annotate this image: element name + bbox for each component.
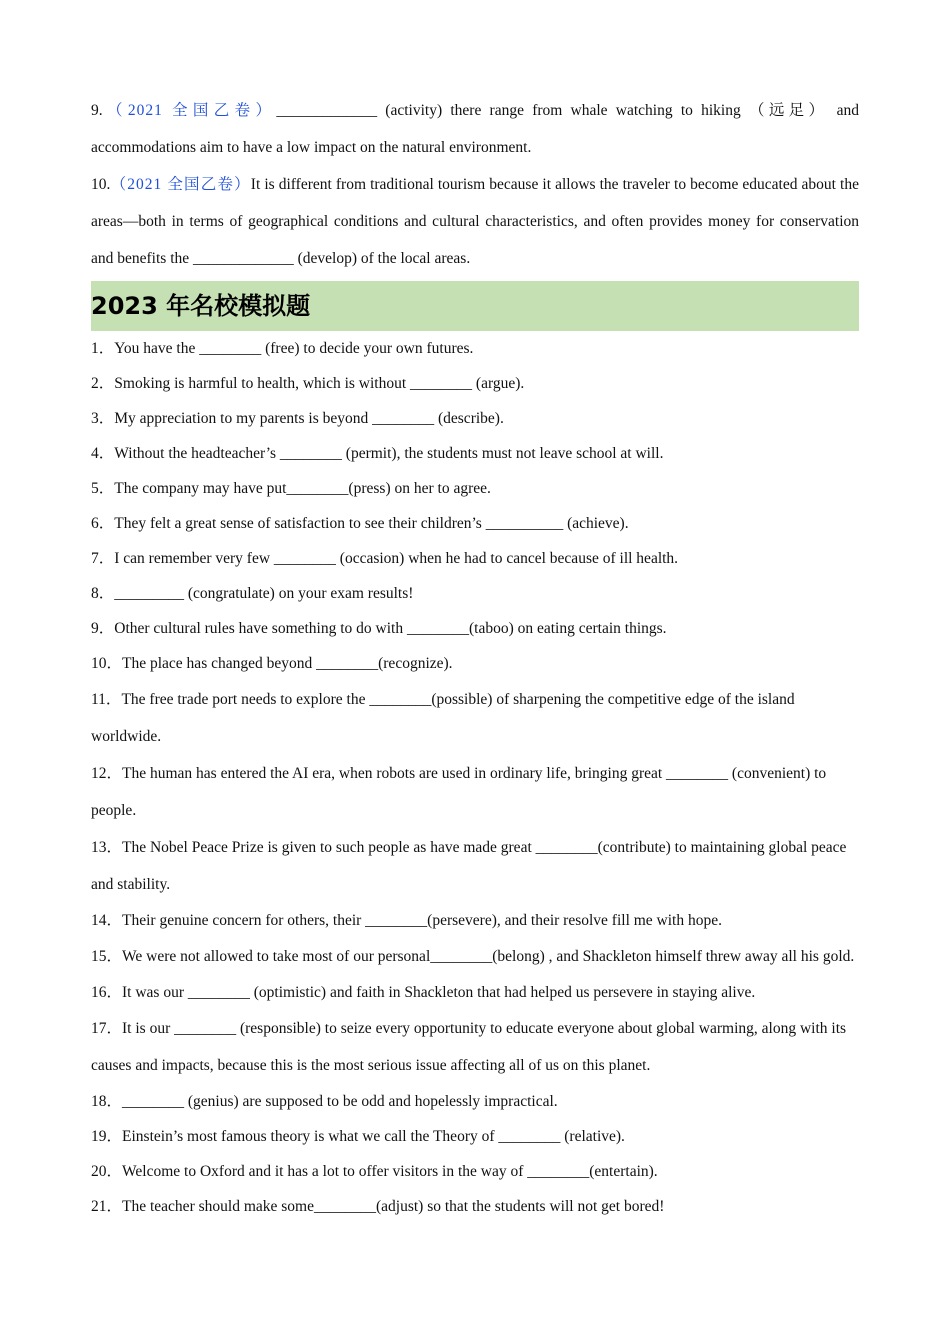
document-page bbox=[91, 92, 859, 1224]
question-text: You have the ________ (free) to decide your own futures. bbox=[114, 340, 474, 357]
question-number: 9. bbox=[91, 102, 103, 119]
question-number: 21． bbox=[91, 1198, 123, 1215]
question-number: 2． bbox=[91, 375, 115, 392]
question-number: 5． bbox=[91, 480, 115, 497]
question-text: The Nobel Peace Prize is given to such people as have made great ________(contribute) to maintaining global peace and stability. bbox=[91, 839, 847, 893]
question-number: 9． bbox=[91, 620, 115, 637]
question-number: 15． bbox=[91, 948, 123, 965]
question-text: The human has entered the AI era, when robots are used in ordinary life, bringing great ________ (convenient) to people. bbox=[91, 765, 827, 819]
question-number: 18． bbox=[91, 1093, 123, 1110]
section-title: 2023 年名校模拟题 bbox=[91, 281, 859, 331]
question-number: 12． bbox=[91, 765, 123, 782]
question-text: It is our ________ (responsible) to seize every opportunity to educate everyone about global warming, along with its causes and impacts, because this is the most serious issue affecting all of us on this planet. bbox=[91, 1020, 847, 1074]
question-text: They felt a great sense of satisfaction to see their children’s __________ (achieve). bbox=[114, 515, 629, 532]
question-text: Welcome to Oxford and it has a lot to offer visitors in the way of ________(entertain). bbox=[122, 1163, 658, 1180]
question-number: 11． bbox=[91, 691, 122, 708]
question-16 bbox=[91, 975, 859, 1010]
question-13 bbox=[91, 829, 859, 903]
question-20 bbox=[91, 1154, 859, 1189]
question-number: 4． bbox=[91, 445, 115, 462]
question-text: _________ (congratulate) on your exam results! bbox=[114, 585, 414, 602]
question-text: _____________ (activity) there range from whale watching to hiking （远足） and accommodations aim to have a low impact on the natural environment. bbox=[91, 102, 859, 156]
question-number: 8． bbox=[91, 585, 115, 602]
question-number: 13． bbox=[91, 839, 123, 856]
question-text: The company may have put________(press) on her to agree. bbox=[114, 480, 491, 497]
exam-source-label: （2021 全国乙卷） bbox=[110, 176, 251, 193]
question-5 bbox=[91, 471, 859, 506]
question-number: 7． bbox=[91, 550, 115, 567]
question-number: 17． bbox=[91, 1020, 123, 1037]
question-15 bbox=[91, 938, 859, 975]
question-3 bbox=[91, 401, 859, 436]
prior-question-10 bbox=[91, 166, 859, 277]
question-11 bbox=[91, 681, 859, 755]
question-number: 10． bbox=[91, 655, 123, 672]
question-8 bbox=[91, 576, 859, 611]
question-10 bbox=[91, 646, 859, 681]
question-number: 16． bbox=[91, 984, 123, 1001]
question-text: The place has changed beyond ________(recognize). bbox=[122, 655, 453, 672]
question-text: We were not allowed to take most of our personal________(belong) , and Shackleton himself threw away all his gold. bbox=[122, 948, 855, 965]
question-1 bbox=[91, 331, 859, 366]
question-text: Smoking is harmful to health, which is without ________ (argue). bbox=[114, 375, 525, 392]
question-text: ________ (genius) are supposed to be odd and hopelessly impractical. bbox=[122, 1093, 558, 1110]
question-18 bbox=[91, 1084, 859, 1119]
question-7 bbox=[91, 541, 859, 576]
question-number: 6． bbox=[91, 515, 115, 532]
question-text: The free trade port needs to explore the ________(possible) of sharpening the competitive edge of the island worldwide. bbox=[91, 691, 795, 745]
question-12 bbox=[91, 755, 859, 829]
exam-source-label: （2021 全国乙卷） bbox=[102, 102, 277, 119]
question-text: It was our ________ (optimistic) and faith in Shackleton that had helped us persevere in staying alive. bbox=[122, 984, 756, 1001]
question-19 bbox=[91, 1119, 859, 1154]
question-17 bbox=[91, 1010, 859, 1084]
question-number: 10. bbox=[91, 176, 111, 193]
question-14 bbox=[91, 903, 859, 938]
question-number: 3． bbox=[91, 410, 115, 427]
question-text: Einstein’s most famous theory is what we call the Theory of ________ (relative). bbox=[122, 1128, 625, 1145]
question-number: 20． bbox=[91, 1163, 123, 1180]
question-text: My appreciation to my parents is beyond ________ (describe). bbox=[114, 410, 504, 427]
question-text: I can remember very few ________ (occasion) when he had to cancel because of ill health. bbox=[114, 550, 679, 567]
question-2 bbox=[91, 366, 859, 401]
question-text: The teacher should make some________(adjust) so that the students will not get bored! bbox=[122, 1198, 665, 1215]
question-text: Other cultural rules have something to do with ________(taboo) on eating certain things. bbox=[114, 620, 667, 637]
prior-question-9 bbox=[91, 92, 859, 166]
question-6 bbox=[91, 506, 859, 541]
question-9 bbox=[91, 611, 859, 646]
question-4 bbox=[91, 436, 859, 471]
question-number: 19． bbox=[91, 1128, 123, 1145]
question-text: Their genuine concern for others, their ________(persevere), and their resolve fill me with hope. bbox=[122, 912, 722, 929]
question-21 bbox=[91, 1189, 859, 1224]
question-number: 14． bbox=[91, 912, 123, 929]
question-text: Without the headteacher’s ________ (permit), the students must not leave school at will. bbox=[114, 445, 664, 462]
question-text: It is different from traditional tourism because it allows the traveler to become educated about the areas—both in terms of geographical conditions and cultural characteristics, and often provides money for conservation and benefits the _____________ (develop) of the local areas. bbox=[91, 176, 859, 267]
question-number: 1． bbox=[91, 340, 115, 357]
